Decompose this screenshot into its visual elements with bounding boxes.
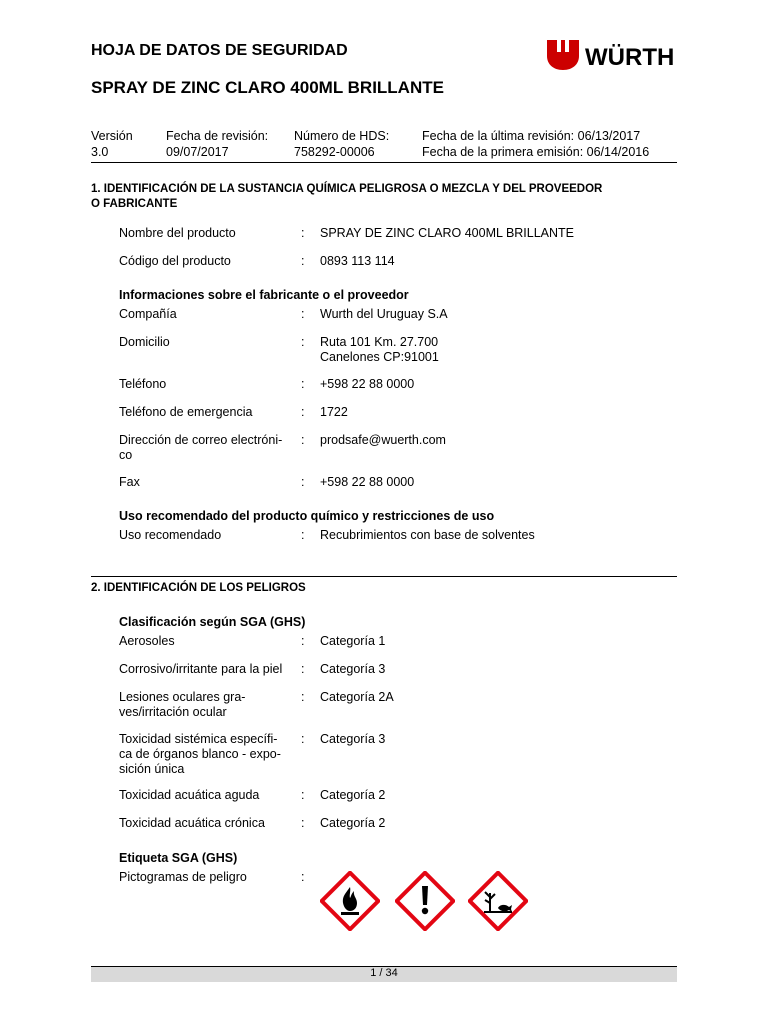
logo-text: WÜRTH: [585, 44, 675, 71]
section-1-title-line2: O FABRICANTE: [91, 198, 178, 210]
field-value: [320, 335, 439, 365]
colon: :: [301, 475, 305, 489]
colon: :: [301, 788, 305, 802]
colon: :: [301, 690, 305, 704]
label-line: Lesiones oculares gra-: [119, 690, 246, 704]
hds-block: [294, 128, 389, 160]
colon: :: [301, 870, 305, 884]
field-label: [119, 788, 291, 803]
email-link[interactable]: prodsafe@wuerth.com: [320, 433, 446, 447]
address-line: Ruta 101 Km. 27.700: [320, 335, 439, 349]
flame-icon: [320, 871, 380, 931]
version-block: [91, 128, 133, 160]
version-value: 3.0: [91, 145, 109, 159]
manufacturer-heading: Informaciones sobre el fabricante o el proveedor: [119, 288, 409, 302]
page-number: 1 / 34: [370, 967, 398, 979]
field-label: [119, 690, 291, 720]
field-label: Nombre del producto: [119, 226, 236, 240]
field-label: [119, 732, 291, 777]
field-value: Categoría 2: [320, 816, 386, 830]
field-value: Categoría 3: [320, 662, 386, 676]
document-title: HOJA DE DATOS DE SEGURIDAD: [91, 42, 348, 59]
field-value: +598 22 88 0000: [320, 377, 415, 391]
address-line: Canelones CP:91001: [320, 350, 439, 364]
field-label: [119, 662, 291, 677]
field-label: [119, 634, 291, 649]
field-label: Fax: [119, 475, 140, 489]
product-title: SPRAY DE ZINC CLARO 400ML BRILLANTE: [91, 78, 444, 97]
label-line: Dirección de correo electróni-: [119, 433, 283, 447]
colon: :: [301, 335, 305, 349]
section-1-title: [91, 182, 681, 212]
use-heading: Uso recomendado del producto químico y restricciones de uso: [119, 509, 495, 523]
field-value: Categoría 2: [320, 788, 386, 802]
field-label: [119, 816, 291, 831]
field-value: +598 22 88 0000: [320, 475, 415, 489]
field-value: Categoría 3: [320, 732, 386, 746]
divider: [91, 576, 677, 577]
divider: [91, 162, 677, 163]
field-label: Teléfono de emergencia: [119, 405, 253, 419]
colon: :: [301, 732, 305, 746]
colon: :: [301, 433, 305, 447]
colon: :: [301, 634, 305, 648]
label-line: Toxicidad acuática aguda: [119, 788, 260, 802]
hds-value: 758292-00006: [294, 145, 375, 159]
colon: :: [301, 528, 305, 542]
field-value: SPRAY DE ZINC CLARO 400ML BRILLANTE: [320, 226, 575, 240]
first-emission: Fecha de la primera emisión: 06/14/2016: [422, 145, 650, 159]
revision-label: Fecha de revisión:: [166, 129, 269, 143]
label-line: Corrosivo/irritante para la piel: [119, 662, 283, 676]
field-label: Código del producto: [119, 254, 231, 268]
colon: :: [301, 405, 305, 419]
hds-label: Número de HDS:: [294, 129, 390, 143]
field-label: Uso recomendado: [119, 528, 222, 542]
colon: :: [301, 226, 305, 240]
classification-heading: Clasificación según SGA (GHS): [119, 615, 306, 629]
exclamation-icon: [395, 871, 455, 931]
revision-value: 09/07/2017: [166, 145, 229, 159]
field-label: Compañía: [119, 307, 177, 321]
label-line: Aerosoles: [119, 634, 175, 648]
field-value: Categoría 2A: [320, 690, 394, 704]
colon: :: [301, 662, 305, 676]
colon: :: [301, 254, 305, 268]
field-label: Teléfono: [119, 377, 167, 391]
field-value: Categoría 1: [320, 634, 386, 648]
colon: :: [301, 377, 305, 391]
field-label: Domicilio: [119, 335, 170, 349]
dates-block: [422, 128, 649, 160]
wurth-logo: [545, 38, 680, 72]
field-value: Recubrimientos con base de solventes: [320, 528, 535, 542]
field-value: 0893 113 114: [320, 254, 395, 268]
label-line: sición única: [119, 762, 185, 776]
ghs-label-heading: Etiqueta SGA (GHS): [119, 851, 238, 865]
last-revision: Fecha de la última revisión: 06/13/2017: [422, 129, 641, 143]
section-1-title-line1: 1. IDENTIFICACIÓN DE LA SUSTANCIA QUÍMICA PELIGROSA O MEZCLA Y DEL PROVEEDOR: [91, 183, 603, 195]
label-line: co: [119, 448, 133, 462]
field-value: 1722: [320, 405, 348, 419]
section-2-title: 2. IDENTIFICACIÓN DE LOS PELIGROS: [91, 582, 306, 594]
field-label: [119, 433, 291, 463]
colon: :: [301, 307, 305, 321]
field-label: Pictogramas de peligro: [119, 870, 247, 884]
revision-block: [166, 128, 268, 160]
environment-icon: [468, 871, 528, 931]
version-label: Versión: [91, 129, 133, 143]
colon: :: [301, 816, 305, 830]
label-line: ves/irritación ocular: [119, 705, 227, 719]
label-line: Toxicidad acuática crónica: [119, 816, 265, 830]
field-value: Wurth del Uruguay S.A: [320, 307, 448, 321]
label-line: Toxicidad sistémica específi-: [119, 732, 278, 746]
label-line: ca de órganos blanco - expo-: [119, 747, 281, 761]
